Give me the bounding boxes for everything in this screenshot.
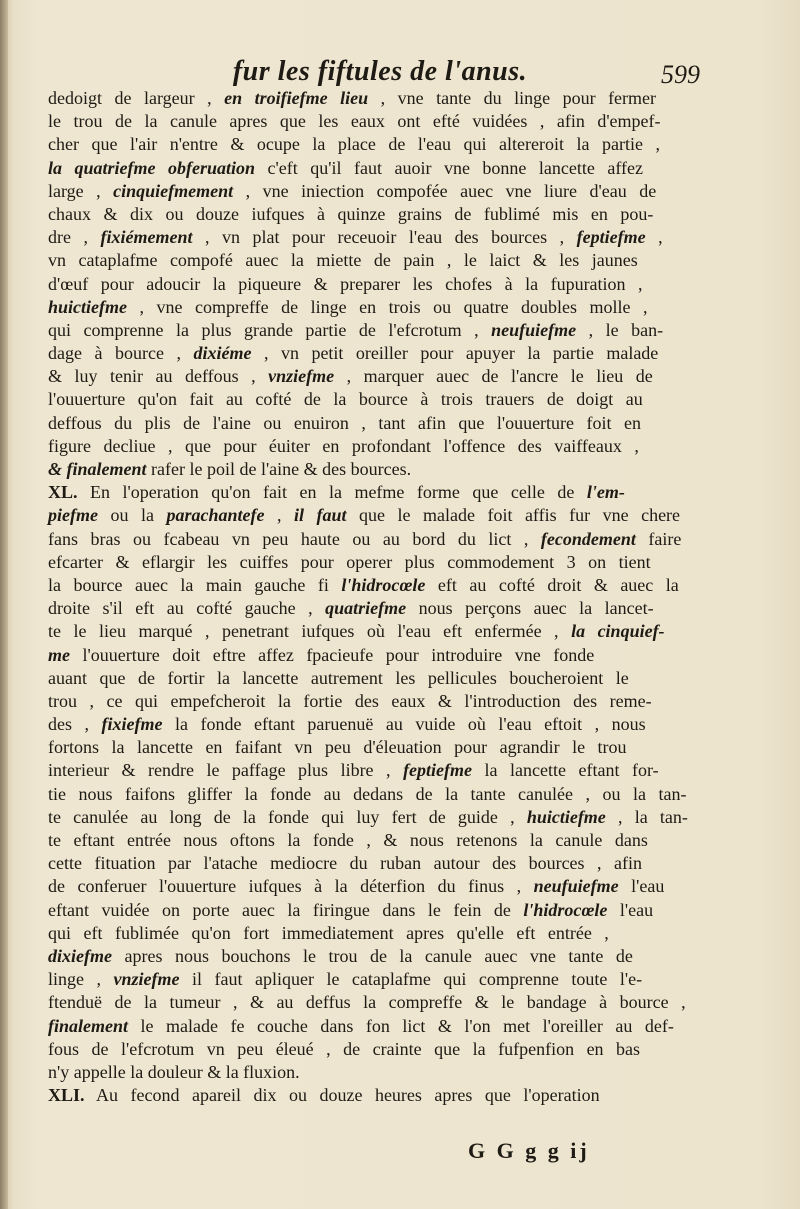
text-run: , vn plat pour receuoir l'eau des bources , <box>192 227 577 248</box>
text-run: Au fecond apareil dix ou douze heures apres que l'operation <box>84 1085 600 1106</box>
text-line <box>48 273 688 296</box>
body-text <box>48 87 688 1107</box>
italic-run: quatriefme <box>325 598 407 619</box>
text-line <box>48 806 688 829</box>
text-run: efcarter & eflargir les cuiffes pour operer plus commodement 3 on tient <box>48 551 651 572</box>
italic-run: me <box>48 644 70 665</box>
text-run: qui eft fublimée qu'on fort immediatement apres qu'elle eft entrée , <box>48 922 609 943</box>
text-run: le malade fe couche dans fon lict & l'on met l'oreiller au def- <box>128 1015 674 1036</box>
text-line <box>48 945 688 968</box>
page-spine-shadow <box>0 0 8 1209</box>
italic-run: il faut <box>293 505 347 526</box>
text-run: large , <box>48 180 114 201</box>
text-line <box>48 157 688 180</box>
italic-run: huictiefme <box>526 806 606 827</box>
text-run: faire <box>635 528 682 549</box>
text-line <box>48 319 688 342</box>
text-line <box>48 783 688 806</box>
text-run: dre , <box>48 227 101 248</box>
text-line <box>48 203 688 226</box>
paragraph-number: XL. <box>48 482 78 503</box>
italic-run: fecondement <box>540 528 636 549</box>
text-run: l'eau <box>607 899 654 920</box>
text-line <box>48 226 688 249</box>
italic-run: feptiefme <box>576 227 646 248</box>
text-run: vn cataplafme compofé auec la miette de pain , le laict & les jaunes <box>48 250 638 271</box>
italic-run: l'hidrocœle <box>523 899 608 920</box>
signature-mark: G G g g ij <box>468 1138 590 1163</box>
text-run: nous perçons auec la lancet- <box>406 598 654 619</box>
text-run: , <box>264 505 294 526</box>
text-run: interieur & rendre le paffage plus libre , <box>48 760 404 781</box>
text-run: la lancette eftant for- <box>472 760 659 781</box>
italic-run: la quatriefme obferuation <box>48 157 256 178</box>
text-line <box>48 1038 688 1061</box>
italic-run: l'em- <box>586 482 625 503</box>
italic-run: piefme <box>48 505 98 526</box>
text-run: fous de l'efcrotum vn peu éleué , de crainte que la fufpenfion en bas <box>48 1038 641 1059</box>
italic-run: vnziefme <box>113 969 180 990</box>
text-run: auant que de fortir la lancette autrement les pellicules boucheroient le <box>48 667 629 688</box>
text-run: l'ouuerture qu'on fait au cofté de la bource à trois trauers de doigt au <box>48 389 643 410</box>
text-run: n'y appelle la douleur & la fluxion. <box>48 1061 300 1082</box>
italic-run: l'hidrocœle <box>341 574 426 595</box>
italic-run: fixiefme <box>101 714 163 735</box>
text-run: trou , ce qui empefcheroit la fortie des eaux & l'introduction des reme- <box>48 690 652 711</box>
text-run: eft au cofté droit & auec la <box>425 574 679 595</box>
text-run: ftenduë de la tumeur , & au deffus la compreffe & le bandage à bource , <box>48 992 686 1013</box>
text-run: c'eft qu'il faut auoir vne bonne lancette affez <box>255 157 644 178</box>
text-run: l'eau <box>618 876 665 897</box>
text-line <box>48 597 688 620</box>
italic-run: la cinquief- <box>571 621 665 642</box>
text-run: fans bras ou fcabeau vn peu haute ou au bord du lict , <box>48 528 541 549</box>
text-run: des , <box>48 714 102 735</box>
italic-run: cinquiefmement <box>113 180 234 201</box>
paragraph-number: XLI. <box>48 1085 85 1106</box>
text-run: de conferuer l'ouuerture iufques à la déterfion du finus , <box>48 876 534 897</box>
text-line <box>48 365 688 388</box>
text-line <box>48 899 688 922</box>
text-line <box>48 922 688 945</box>
text-line <box>48 458 688 481</box>
text-line <box>48 180 688 203</box>
text-run: rafer le poil de l'aine & des bources. <box>146 459 412 479</box>
text-run: l'ouuerture doit eftre affez fpacieufe pour introduire vne fonde <box>70 644 595 665</box>
text-run: fortons la lancette en faifant vn peu d'éleuation pour agrandir le trou <box>48 737 627 758</box>
text-run: apres nous bouchons le trou de la canule auec vne tante de <box>111 945 633 966</box>
text-run: chaux & dix ou douze iufques à quinze grains de fublimé mis en pou- <box>48 203 654 224</box>
text-line <box>48 388 688 411</box>
text-line <box>48 991 688 1014</box>
text-line <box>48 1061 688 1084</box>
text-line <box>48 249 688 272</box>
text-line <box>48 574 688 597</box>
text-run: te le lieu marqué , penetrant iufques où l'eau eft enfermée , <box>48 621 572 642</box>
text-run: cette fituation par l'atache mediocre du ruban autour des bources , afin <box>48 853 643 874</box>
text-run: d'œuf pour adoucir la piqueure & preparer les chofes à la fupuration , <box>48 273 643 294</box>
text-run: , la tan- <box>605 806 688 827</box>
text-run: tie nous faifons gliffer la fonde au dedans de la tante canulée , ou la tan- <box>48 783 687 804</box>
italic-run: fixiémement <box>100 227 193 248</box>
text-run: la fonde eftant paruenuë au vuide où l'eau eftoit , nous <box>162 714 646 735</box>
text-line <box>48 504 688 527</box>
text-run: , <box>645 227 663 248</box>
italic-run: dixiéme <box>193 343 252 364</box>
italic-run: & finalement <box>48 459 147 479</box>
text-run: te canulée au long de la fonde qui luy fert de guide , <box>48 806 527 827</box>
text-line <box>48 644 688 667</box>
text-run: droite s'il eft au cofté gauche , <box>48 598 326 619</box>
text-line <box>48 87 688 110</box>
italic-run: parachantefe <box>166 505 265 526</box>
italic-run: en troifiefme lieu <box>224 88 369 108</box>
text-run: , vn petit oreiller pour apuyer la partie malade <box>251 343 659 364</box>
text-run: que le malade foit affis fur vne chere <box>346 505 681 526</box>
text-line <box>48 412 688 435</box>
text-run: il faut apliquer le cataplafme qui comprenne toute l'e- <box>179 969 643 990</box>
text-line <box>48 481 688 504</box>
text-line <box>48 133 688 156</box>
text-line <box>48 690 688 713</box>
text-run: & luy tenir au deffous , <box>48 366 269 387</box>
text-line <box>48 1084 688 1107</box>
text-run: qui comprenne la plus grande partie de l'efcrotum , <box>48 319 492 340</box>
text-line <box>48 296 688 319</box>
text-run: , vne compreffe de linge en trois ou quatre doubles molle , <box>127 296 648 317</box>
text-run: , vne iniection compofée auec vne liure d'eau de <box>233 180 657 201</box>
text-line <box>48 759 688 782</box>
text-run: te eftant entrée nous oftons la fonde , & nous retenons la canule dans <box>48 830 648 850</box>
text-run: cher que l'air n'entre & ocupe la place de l'eau qui altereroit la partie , <box>48 134 660 155</box>
italic-run: vnziefme <box>268 366 335 387</box>
italic-run: dixiefme <box>48 945 112 966</box>
text-run: dage à bource , <box>48 343 194 364</box>
text-run: le trou de la canule apres que les eaux ont efté vuidées , afin d'empef- <box>48 111 661 132</box>
text-line <box>48 968 688 991</box>
running-title: fur les fiftules de l'anus. <box>232 56 528 87</box>
text-line <box>48 620 688 643</box>
text-line <box>48 736 688 759</box>
text-run: dedoigt de largeur , <box>48 88 225 108</box>
text-run: figure decliue , que pour éuiter en profondant l'offence des vaiffeaux , <box>48 435 639 456</box>
italic-run: neufuiefme <box>491 319 577 340</box>
text-run: la bource auec la main gauche fi <box>48 574 342 595</box>
text-line <box>48 435 688 458</box>
text-run: linge , <box>48 969 114 990</box>
text-line <box>48 551 688 574</box>
italic-run: feptiefme <box>403 760 473 781</box>
text-line <box>48 829 688 852</box>
text-run: , le ban- <box>576 319 664 340</box>
page-number: 599 <box>661 60 700 89</box>
italic-run: huictiefme <box>48 296 127 317</box>
text-line <box>48 1015 688 1038</box>
text-run: ou la <box>97 505 167 526</box>
text-run: , vne tante du linge pour fermer <box>368 88 657 108</box>
text-line <box>48 875 688 898</box>
text-line <box>48 528 688 551</box>
text-line <box>48 342 688 365</box>
text-run: eftant vuidée on porte auec la firingue dans le fein de <box>48 899 524 920</box>
text-line <box>48 110 688 133</box>
italic-run: neufuiefme <box>533 876 619 897</box>
text-line <box>48 667 688 690</box>
italic-run: finalement <box>48 1015 128 1036</box>
text-line <box>48 852 688 875</box>
text-run: , marquer auec de l'ancre le lieu de <box>334 366 653 387</box>
text-run: En l'operation qu'on fait en la mefme forme que celle de <box>77 482 587 503</box>
text-run: deffous du plis de l'aine ou enuiron , tant afin que l'ouuerture foit en <box>48 412 642 433</box>
text-line <box>48 713 688 736</box>
